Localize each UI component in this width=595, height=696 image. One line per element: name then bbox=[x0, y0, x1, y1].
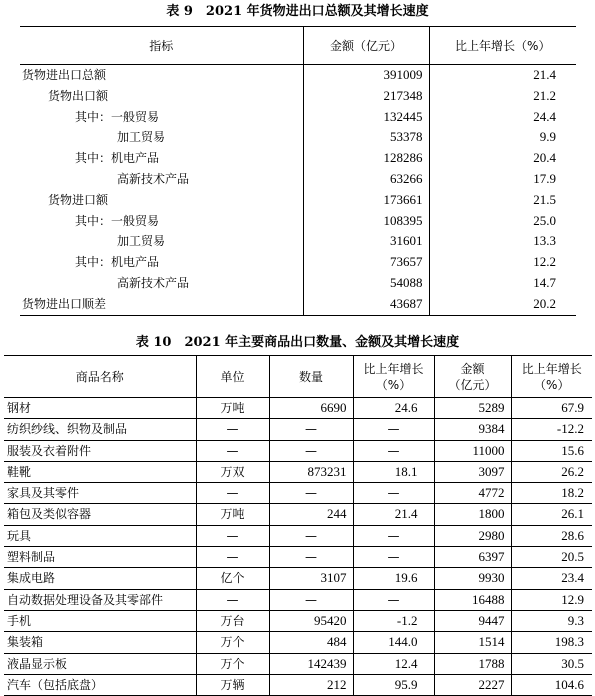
product-name-cell: 集成电路 bbox=[4, 568, 196, 589]
table-row bbox=[20, 211, 576, 232]
indicator-cell: 其中：一般贸易 bbox=[75, 213, 160, 228]
growth-cell: 13.3 bbox=[429, 231, 576, 252]
quantity-cell: — bbox=[269, 589, 353, 610]
amount-cell: 1514 bbox=[434, 632, 511, 653]
amount-cell: 11000 bbox=[434, 440, 511, 461]
quantity-cell: 212 bbox=[269, 674, 353, 695]
unit-cell: 万吨 bbox=[196, 398, 269, 419]
amount-cell: 31601 bbox=[303, 231, 429, 252]
amount-growth-cell: 28.6 bbox=[511, 525, 592, 546]
table9-header-growth: 比上年增长（%） bbox=[429, 27, 576, 65]
amount-cell: 128286 bbox=[303, 148, 429, 169]
table-row bbox=[20, 169, 576, 190]
amount-growth-cell: 23.4 bbox=[511, 568, 592, 589]
indicator-cell: 加工贸易 bbox=[117, 234, 166, 249]
quantity-cell: 3107 bbox=[269, 568, 353, 589]
table10-header-quantity-growth: 比上年增长 （%） bbox=[353, 356, 434, 398]
unit-cell: 亿个 bbox=[196, 568, 269, 589]
quantity-growth-cell: — bbox=[353, 547, 434, 568]
indicator-cell: 货物进出口总额 bbox=[22, 68, 107, 82]
table-row bbox=[20, 190, 576, 211]
indicator-cell: 其中：机电产品 bbox=[75, 255, 160, 270]
unit-cell: 万个 bbox=[196, 632, 269, 653]
table-row bbox=[20, 252, 576, 273]
amount-cell: 5289 bbox=[434, 398, 511, 419]
indicator-cell: 加工贸易 bbox=[117, 130, 166, 145]
unit-cell: — bbox=[196, 525, 269, 546]
unit-cell: 万双 bbox=[196, 461, 269, 482]
table-row bbox=[20, 231, 576, 252]
table10-header-unit: 单位 bbox=[196, 356, 269, 398]
table10-header-quantity: 数量 bbox=[269, 356, 353, 398]
product-name-cell: 手机 bbox=[4, 610, 196, 631]
table-row bbox=[4, 610, 592, 631]
table-row bbox=[4, 440, 592, 461]
amount-cell: 2227 bbox=[434, 674, 511, 695]
growth-cell: 14.7 bbox=[429, 273, 576, 294]
quantity-cell: 873231 bbox=[269, 461, 353, 482]
table-row bbox=[20, 273, 576, 294]
product-name-cell: 纺织纱线、织物及制品 bbox=[4, 419, 196, 440]
quantity-growth-cell: — bbox=[353, 440, 434, 461]
amount-cell: 16488 bbox=[434, 589, 511, 610]
product-name-cell: 鞋靴 bbox=[4, 461, 196, 482]
table-row bbox=[20, 127, 576, 148]
table-row bbox=[4, 589, 592, 610]
quantity-cell: — bbox=[269, 547, 353, 568]
table9-title: 表 9 2021 年货物进出口总额及其增长速度 bbox=[166, 4, 429, 19]
amount-growth-cell: 198.3 bbox=[511, 632, 592, 653]
table10-header-amount: 金额 （亿元） bbox=[434, 356, 511, 398]
quantity-cell: — bbox=[269, 525, 353, 546]
quantity-growth-cell: 24.6 bbox=[353, 398, 434, 419]
unit-cell: 万辆 bbox=[196, 674, 269, 695]
quantity-growth-cell: 21.4 bbox=[353, 504, 434, 525]
amount-growth-cell: 18.2 bbox=[511, 483, 592, 504]
growth-cell: 21.2 bbox=[429, 86, 576, 107]
product-name-cell: 玩具 bbox=[4, 525, 196, 546]
amount-cell: 9447 bbox=[434, 610, 511, 631]
table10-header-amount-growth: 比上年增长 （%） bbox=[511, 356, 592, 398]
indicator-cell: 其中：一般贸易 bbox=[75, 109, 160, 124]
product-name-cell: 集装箱 bbox=[4, 632, 196, 653]
product-name-cell: 液晶显示板 bbox=[4, 653, 196, 674]
table-row bbox=[4, 419, 592, 440]
table-row bbox=[20, 107, 576, 128]
quantity-growth-cell: — bbox=[353, 483, 434, 504]
amount-growth-cell: 67.9 bbox=[511, 398, 592, 419]
indicator-cell: 货物进口额 bbox=[48, 192, 109, 207]
unit-cell: 万台 bbox=[196, 610, 269, 631]
growth-cell: 21.4 bbox=[429, 65, 576, 86]
table-row bbox=[4, 653, 592, 674]
table-row bbox=[4, 632, 592, 653]
amount-cell: 217348 bbox=[303, 86, 429, 107]
table10-title: 表 10 2021 年主要商品出口数量、金额及其增长速度 bbox=[135, 335, 460, 350]
table9-header-amount: 金额（亿元） bbox=[303, 27, 429, 65]
unit-cell: 万吨 bbox=[196, 504, 269, 525]
table-row bbox=[20, 294, 576, 315]
quantity-growth-cell: 95.9 bbox=[353, 674, 434, 695]
quantity-growth-cell: 18.1 bbox=[353, 461, 434, 482]
table10-header-product-name: 商品名称 bbox=[4, 356, 196, 398]
amount-cell: 53378 bbox=[303, 127, 429, 148]
product-name-cell: 服装及衣着附件 bbox=[4, 440, 196, 461]
amount-cell: 9384 bbox=[434, 419, 511, 440]
amount-cell: 391009 bbox=[303, 65, 429, 86]
growth-cell: 9.9 bbox=[429, 127, 576, 148]
amount-growth-cell: 20.5 bbox=[511, 547, 592, 568]
table-row bbox=[4, 398, 592, 419]
growth-cell: 24.4 bbox=[429, 107, 576, 128]
amount-growth-cell: -12.2 bbox=[511, 419, 592, 440]
amount-cell: 2980 bbox=[434, 525, 511, 546]
quantity-growth-cell: 19.6 bbox=[353, 568, 434, 589]
growth-cell: 20.4 bbox=[429, 148, 576, 169]
product-name-cell: 汽车（包括底盘） bbox=[4, 674, 196, 695]
table-row bbox=[4, 568, 592, 589]
quantity-growth-cell: 12.4 bbox=[353, 653, 434, 674]
quantity-growth-cell: -1.2 bbox=[353, 610, 434, 631]
product-name-cell: 塑料制品 bbox=[4, 547, 196, 568]
quantity-cell: — bbox=[269, 440, 353, 461]
indicator-cell: 高新技术产品 bbox=[117, 275, 190, 290]
table9-header-row bbox=[20, 27, 576, 65]
unit-cell: — bbox=[196, 589, 269, 610]
growth-cell: 21.5 bbox=[429, 190, 576, 211]
product-name-cell: 自动数据处理设备及其零部件 bbox=[4, 589, 196, 610]
amount-cell: 43687 bbox=[303, 294, 429, 315]
quantity-cell: 142439 bbox=[269, 653, 353, 674]
amount-cell: 54088 bbox=[303, 273, 429, 294]
quantity-cell: — bbox=[269, 419, 353, 440]
amount-cell: 9930 bbox=[434, 568, 511, 589]
amount-cell: 3097 bbox=[434, 461, 511, 482]
indicator-cell: 其中：机电产品 bbox=[75, 151, 160, 166]
product-name-cell: 箱包及类似容器 bbox=[4, 504, 196, 525]
quantity-growth-cell: — bbox=[353, 589, 434, 610]
indicator-cell: 货物出口额 bbox=[48, 88, 109, 103]
amount-cell: 173661 bbox=[303, 190, 429, 211]
quantity-cell: 6690 bbox=[269, 398, 353, 419]
amount-growth-cell: 12.9 bbox=[511, 589, 592, 610]
growth-cell: 17.9 bbox=[429, 169, 576, 190]
table-row bbox=[20, 148, 576, 169]
quantity-growth-cell: — bbox=[353, 419, 434, 440]
indicator-cell: 高新技术产品 bbox=[117, 171, 190, 186]
table10-header-row bbox=[4, 356, 592, 398]
indicator-cell: 货物进出口顺差 bbox=[20, 294, 303, 315]
table9 bbox=[20, 26, 576, 316]
table-row bbox=[4, 504, 592, 525]
amount-cell: 63266 bbox=[303, 169, 429, 190]
product-name-cell: 家具及其零件 bbox=[4, 483, 196, 504]
unit-cell: — bbox=[196, 483, 269, 504]
amount-cell: 108395 bbox=[303, 211, 429, 232]
table-row bbox=[4, 525, 592, 546]
amount-cell: 6397 bbox=[434, 547, 511, 568]
growth-cell: 12.2 bbox=[429, 252, 576, 273]
table-row bbox=[20, 86, 576, 107]
table-row bbox=[20, 65, 576, 86]
amount-cell: 4772 bbox=[434, 483, 511, 504]
amount-growth-cell: 9.3 bbox=[511, 610, 592, 631]
table10 bbox=[4, 355, 592, 696]
unit-cell: — bbox=[196, 419, 269, 440]
quantity-growth-cell: 144.0 bbox=[353, 632, 434, 653]
table-row bbox=[4, 547, 592, 568]
unit-cell: 万个 bbox=[196, 653, 269, 674]
unit-cell: — bbox=[196, 547, 269, 568]
quantity-cell: 244 bbox=[269, 504, 353, 525]
amount-cell: 1788 bbox=[434, 653, 511, 674]
growth-cell: 25.0 bbox=[429, 211, 576, 232]
amount-cell: 1800 bbox=[434, 504, 511, 525]
amount-growth-cell: 26.2 bbox=[511, 461, 592, 482]
quantity-growth-cell: — bbox=[353, 525, 434, 546]
table-row bbox=[4, 483, 592, 504]
amount-cell: 132445 bbox=[303, 107, 429, 128]
amount-cell: 73657 bbox=[303, 252, 429, 273]
table-row bbox=[4, 674, 592, 695]
amount-growth-cell: 104.6 bbox=[511, 674, 592, 695]
table-row bbox=[4, 461, 592, 482]
amount-growth-cell: 15.6 bbox=[511, 440, 592, 461]
quantity-cell: 95420 bbox=[269, 610, 353, 631]
quantity-cell: 484 bbox=[269, 632, 353, 653]
unit-cell: — bbox=[196, 440, 269, 461]
quantity-cell: — bbox=[269, 483, 353, 504]
product-name-cell: 钢材 bbox=[4, 398, 196, 419]
amount-growth-cell: 26.1 bbox=[511, 504, 592, 525]
table9-header-indicator: 指标 bbox=[20, 27, 303, 65]
amount-growth-cell: 30.5 bbox=[511, 653, 592, 674]
growth-cell: 20.2 bbox=[429, 294, 576, 315]
